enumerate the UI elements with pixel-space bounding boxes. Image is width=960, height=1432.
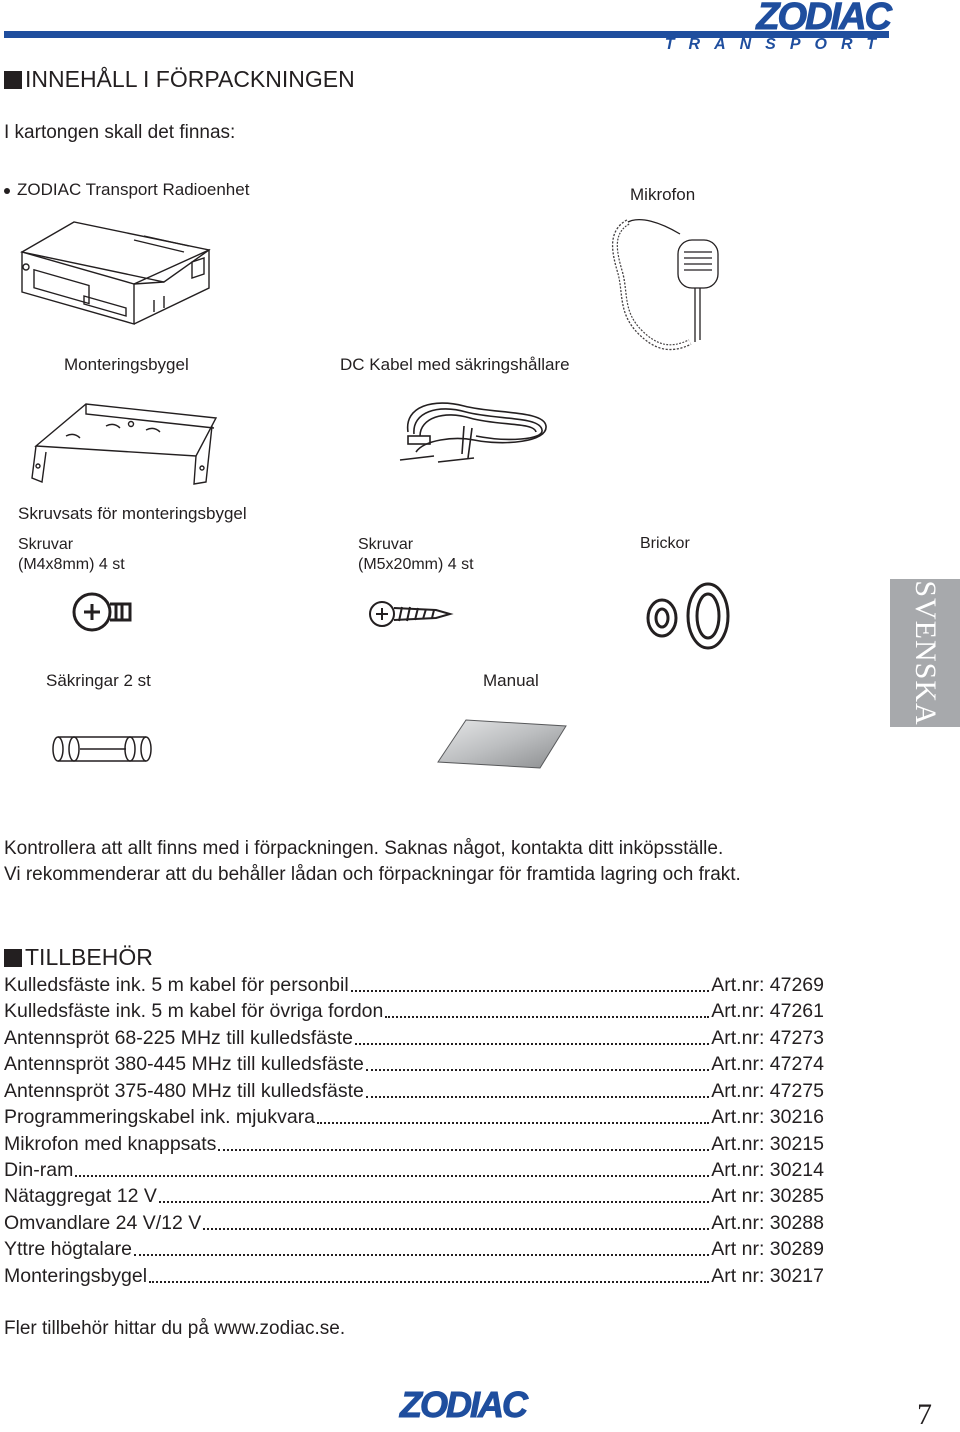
table-row	[4, 1103, 824, 1129]
item-screws-large-label	[358, 535, 474, 575]
heading-square-icon	[4, 71, 22, 89]
leader-dots	[317, 1122, 709, 1124]
article-number: Art.nr: 30288	[711, 1212, 824, 1234]
accessories-heading-text: TILLBEHÖR	[25, 944, 153, 970]
accessory-name: Kulledsfäste ink. 5 m kabel för personbil	[4, 974, 349, 996]
leader-dots	[159, 1201, 709, 1203]
table-row	[4, 1024, 824, 1050]
item-mic-label: Mikrofon	[630, 185, 696, 204]
transport-logo-text: TRANSPORT	[664, 36, 890, 53]
leader-dots	[351, 990, 710, 992]
manual-illustration	[436, 718, 570, 772]
contents-heading-text: INNEHÅLL I FÖRPACKNINGEN	[25, 66, 355, 92]
dc-cable-illustration	[394, 396, 554, 476]
accessory-name: Yttre högtalare	[4, 1238, 132, 1260]
large-screw-illustration	[366, 594, 456, 634]
article-number: Art.nr: 47273	[711, 1027, 824, 1049]
accessory-name: Nätaggregat 12 V	[4, 1185, 157, 1207]
accessory-name: Antennspröt 375-480 MHz till kulledsfäste	[4, 1080, 364, 1102]
table-row	[4, 1209, 824, 1235]
washers-illustration	[640, 580, 740, 650]
item-radio-text: ZODIAC Transport Radioenhet	[17, 180, 250, 199]
item-dc-cable-label: DC Kabel med säkringshållare	[340, 355, 570, 374]
item-bracket-label: Monteringsbygel	[64, 355, 189, 374]
article-number: Art nr: 30285	[711, 1185, 824, 1207]
item-washers-label: Brickor	[640, 535, 690, 552]
item-screw-kit-label: Skruvsats för monteringsbygel	[18, 504, 247, 523]
fuse-illustration	[50, 732, 155, 766]
table-row	[4, 1050, 824, 1076]
table-row	[4, 1156, 824, 1182]
item-radio-label	[4, 180, 249, 200]
accessory-name: Mikrofon med knappsats	[4, 1133, 217, 1155]
leader-dots	[218, 1149, 709, 1151]
small-screw-illustration	[70, 584, 140, 640]
footer-zodiac-logo: ZODIAC	[400, 1384, 526, 1425]
accessory-name: Din-ram	[4, 1159, 74, 1181]
item-screws-small-line1: Skruvar	[18, 536, 74, 553]
accessory-name: Antennspröt 380-445 MHz till kulledsfäste	[4, 1053, 364, 1075]
article-number: Art.nr: 47274	[711, 1053, 824, 1075]
table-row	[4, 1262, 824, 1288]
page-number: 7	[917, 1398, 932, 1431]
leader-dots	[366, 1096, 709, 1098]
bracket-illustration	[26, 396, 226, 486]
item-screws-large-line1: Skruvar	[358, 536, 414, 553]
contents-note-1: Kontrollera att allt finns med i förpackningen. Saknas något, kontakta ditt inköpsställe.	[4, 838, 724, 859]
accessory-name: Programmeringskabel ink. mjukvara	[4, 1106, 316, 1128]
accessory-name: Kulledsfäste ink. 5 m kabel för övriga fordon	[4, 1000, 384, 1022]
leader-dots	[149, 1281, 709, 1283]
article-number: Art nr: 30217	[711, 1265, 824, 1287]
item-screws-small-line2: (M4x8mm) 4 st	[18, 556, 125, 573]
language-tab-text: SVENSKA	[909, 580, 942, 726]
bullet-icon	[4, 188, 10, 194]
item-screws-large-line2: (M5x20mm) 4 st	[358, 556, 474, 573]
article-number: Art nr: 30289	[711, 1238, 824, 1260]
contents-note-2: Vi rekommenderar att du behåller lådan och förpackningar för framtida lagring och frakt.	[4, 864, 741, 885]
article-number: Art.nr: 30214	[711, 1159, 824, 1181]
contents-intro: I kartongen skall det finnas:	[4, 122, 236, 143]
table-row	[4, 1077, 824, 1103]
leader-dots	[385, 1016, 709, 1018]
accessory-name: Omvandlare 24 V/12 V	[4, 1212, 202, 1234]
leader-dots	[355, 1043, 709, 1045]
table-row	[4, 997, 824, 1023]
article-number: Art.nr: 47275	[711, 1080, 824, 1102]
article-number: Art.nr: 30216	[711, 1106, 824, 1128]
article-number: Art.nr: 47269	[711, 974, 824, 996]
table-row	[4, 1235, 824, 1261]
radio-unit-illustration	[14, 212, 214, 332]
accessories-heading	[4, 944, 153, 971]
accessory-name: Antennspröt 68-225 MHz till kulledsfäste	[4, 1027, 354, 1049]
table-row	[4, 1130, 824, 1156]
item-manual-label: Manual	[483, 671, 539, 690]
table-row	[4, 1182, 824, 1208]
contents-heading	[4, 66, 355, 93]
language-tab	[890, 579, 960, 727]
accessories-footer-text: Fler tillbehör hittar du på www.zodiac.se.	[4, 1318, 346, 1339]
leader-dots	[366, 1069, 709, 1071]
item-fuses-label: Säkringar 2 st	[46, 671, 151, 690]
table-row	[4, 971, 824, 997]
leader-dots	[75, 1175, 709, 1177]
article-number: Art.nr: 47261	[711, 1000, 824, 1022]
heading-square-icon	[4, 949, 22, 967]
item-screws-small-label	[18, 535, 125, 575]
leader-dots	[134, 1254, 709, 1256]
article-number: Art.nr: 30215	[711, 1133, 824, 1155]
microphone-illustration	[600, 212, 740, 362]
zodiac-logo: ZODIAC	[756, 0, 890, 38]
leader-dots	[203, 1228, 709, 1230]
accessory-name: Monteringsbygel	[4, 1265, 148, 1287]
